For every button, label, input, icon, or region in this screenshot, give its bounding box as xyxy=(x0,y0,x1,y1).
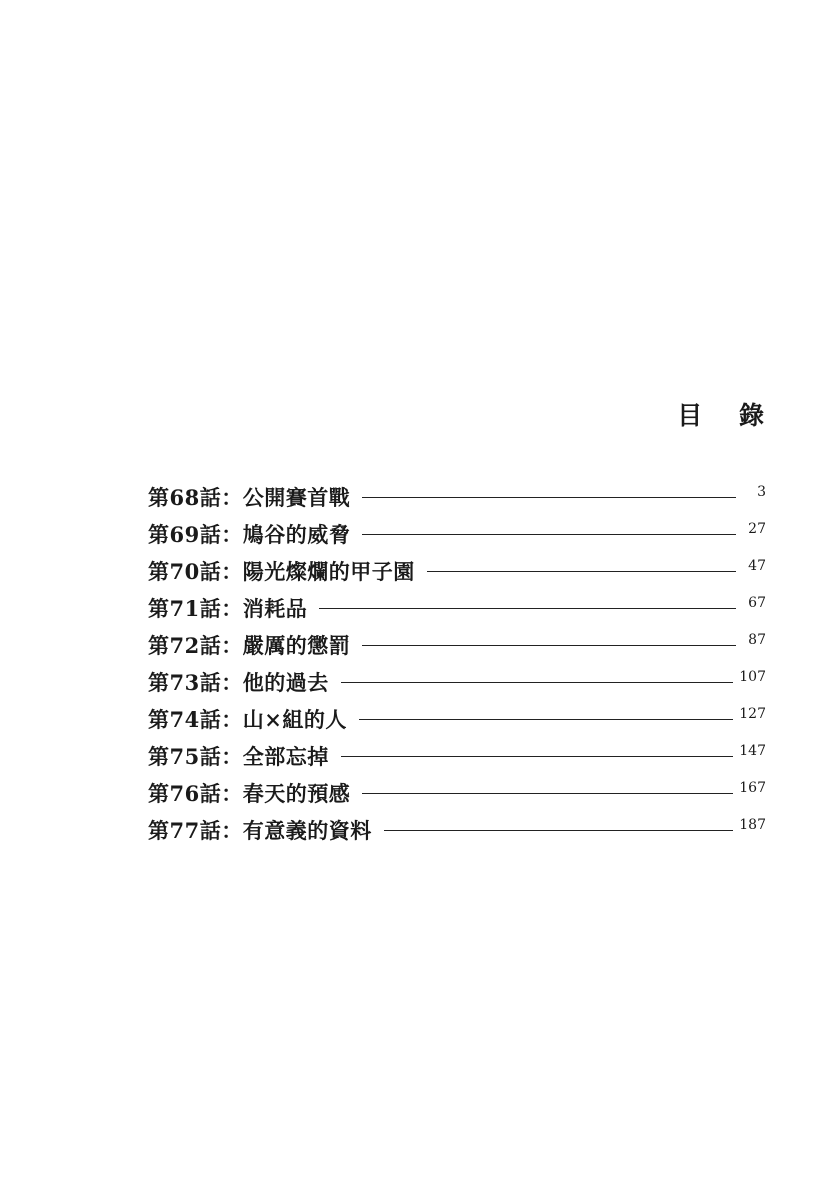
toc-entry xyxy=(148,478,766,515)
toc-list xyxy=(148,478,766,848)
chapter-title: 第72話：嚴厲的懲罰 xyxy=(148,632,351,658)
chapter-title: 第73話：他的過去 xyxy=(148,669,329,695)
page-number: 3 xyxy=(757,483,766,500)
leader-line xyxy=(341,682,734,683)
chapter-title: 第75話：全部忘掉 xyxy=(148,743,329,769)
page-number: 87 xyxy=(748,631,766,648)
chapter-title: 第71話：消耗品 xyxy=(148,595,308,621)
page-number: 127 xyxy=(739,705,766,722)
toc-entry xyxy=(148,737,766,774)
toc-entry xyxy=(148,552,766,589)
leader-line xyxy=(427,571,736,572)
toc-entry xyxy=(148,626,766,663)
page-number: 67 xyxy=(748,594,766,611)
page-number: 27 xyxy=(748,520,766,537)
page-number: 107 xyxy=(739,668,766,685)
page-number: 167 xyxy=(739,779,766,796)
toc-entry xyxy=(148,811,766,848)
leader-line xyxy=(362,793,733,794)
chapter-title: 第68話：公開賽首戰 xyxy=(148,484,351,510)
page-number: 47 xyxy=(748,557,766,574)
chapter-title: 第76話：春天的預感 xyxy=(148,780,351,806)
chapter-title: 第70話：陽光燦爛的甲子園 xyxy=(148,558,415,584)
toc-entry xyxy=(148,700,766,737)
chapter-title: 第77話：有意義的資料 xyxy=(148,817,372,843)
leader-line xyxy=(319,608,736,609)
leader-line xyxy=(362,645,736,646)
chapter-title: 第74話：山×組的人 xyxy=(148,706,347,732)
toc-entry xyxy=(148,515,766,552)
leader-line xyxy=(359,719,733,720)
toc-entry xyxy=(148,589,766,626)
leader-line xyxy=(384,830,734,831)
toc-entry xyxy=(148,774,766,811)
leader-line xyxy=(362,497,736,498)
page-number: 187 xyxy=(739,816,766,833)
toc-entry xyxy=(148,663,766,700)
leader-line xyxy=(341,756,734,757)
chapter-title: 第69話：鳩谷的威脅 xyxy=(148,521,351,547)
toc-title: 目 錄 xyxy=(677,401,778,430)
leader-line xyxy=(362,534,736,535)
page-number: 147 xyxy=(739,742,766,759)
